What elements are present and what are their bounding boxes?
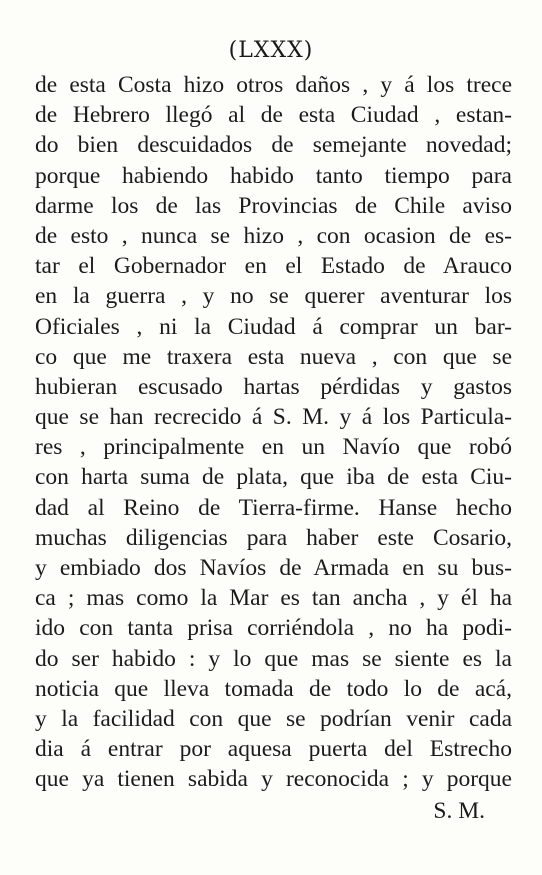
text-line: do ser habido : y lo que mas se siente es la (35, 645, 512, 672)
text-line: co que me traxera esta nueva , con que se (35, 343, 512, 370)
text-line: y la facilidad con que se podrían venir cada (35, 705, 512, 732)
text-line: dad al Reino de Tierra-firme. Hanse hecho (35, 494, 512, 521)
text-line: dia á entrar por aquesa puerta del Estrecho (35, 736, 512, 763)
text-line: de esta Costa hizo otros daños , y á los trece (35, 72, 512, 98)
text-line: Oficiales , ni la Ciudad á comprar un bar- (35, 313, 512, 340)
text-line: tar el Gobernador en el Estado de Arauco (35, 253, 512, 280)
text-line: y embiado dos Navíos de Armada en su bus- (35, 555, 512, 581)
text-line: ido con tanta prisa corriéndola , no ha podi- (35, 615, 512, 642)
text-line: que ya tienen sabida y reconocida ; y porque (35, 766, 512, 793)
text-line: do bien descuidados de semejante novedad; (35, 132, 512, 159)
text-line: de esto , nunca se hizo , con ocasion de es- (35, 222, 512, 249)
text-line: que se han recrecido á S. M. y á los Particula- (35, 404, 512, 431)
text-line: con harta suma de plata, que iba de esta Ciu- (35, 464, 512, 491)
page-number: (LXXX) (228, 38, 314, 63)
text-line: de Hebrero llegó al de esta Ciudad , estan- (35, 102, 512, 129)
text-line: ca ; mas como la Mar es tan ancha , y él ha (35, 585, 512, 612)
text-line: porque habiendo habido tanto tiempo para (35, 162, 512, 189)
body-text (35, 70, 512, 795)
text-line: darme los de las Provincias de Chile aviso (35, 192, 512, 219)
text-line: res , principalmente en un Navío que robó (35, 434, 512, 461)
text-line: hubieran escusado hartas pérdidas y gastos (35, 373, 512, 400)
text-line: noticia que lleva tomada de todo lo de acá, (35, 675, 512, 702)
catchword: S. M. (433, 798, 485, 824)
text-line: muchas diligencias para haber este Cosario, (35, 524, 512, 551)
text-line: en la guerra , y no se querer aventurar los (35, 283, 512, 310)
